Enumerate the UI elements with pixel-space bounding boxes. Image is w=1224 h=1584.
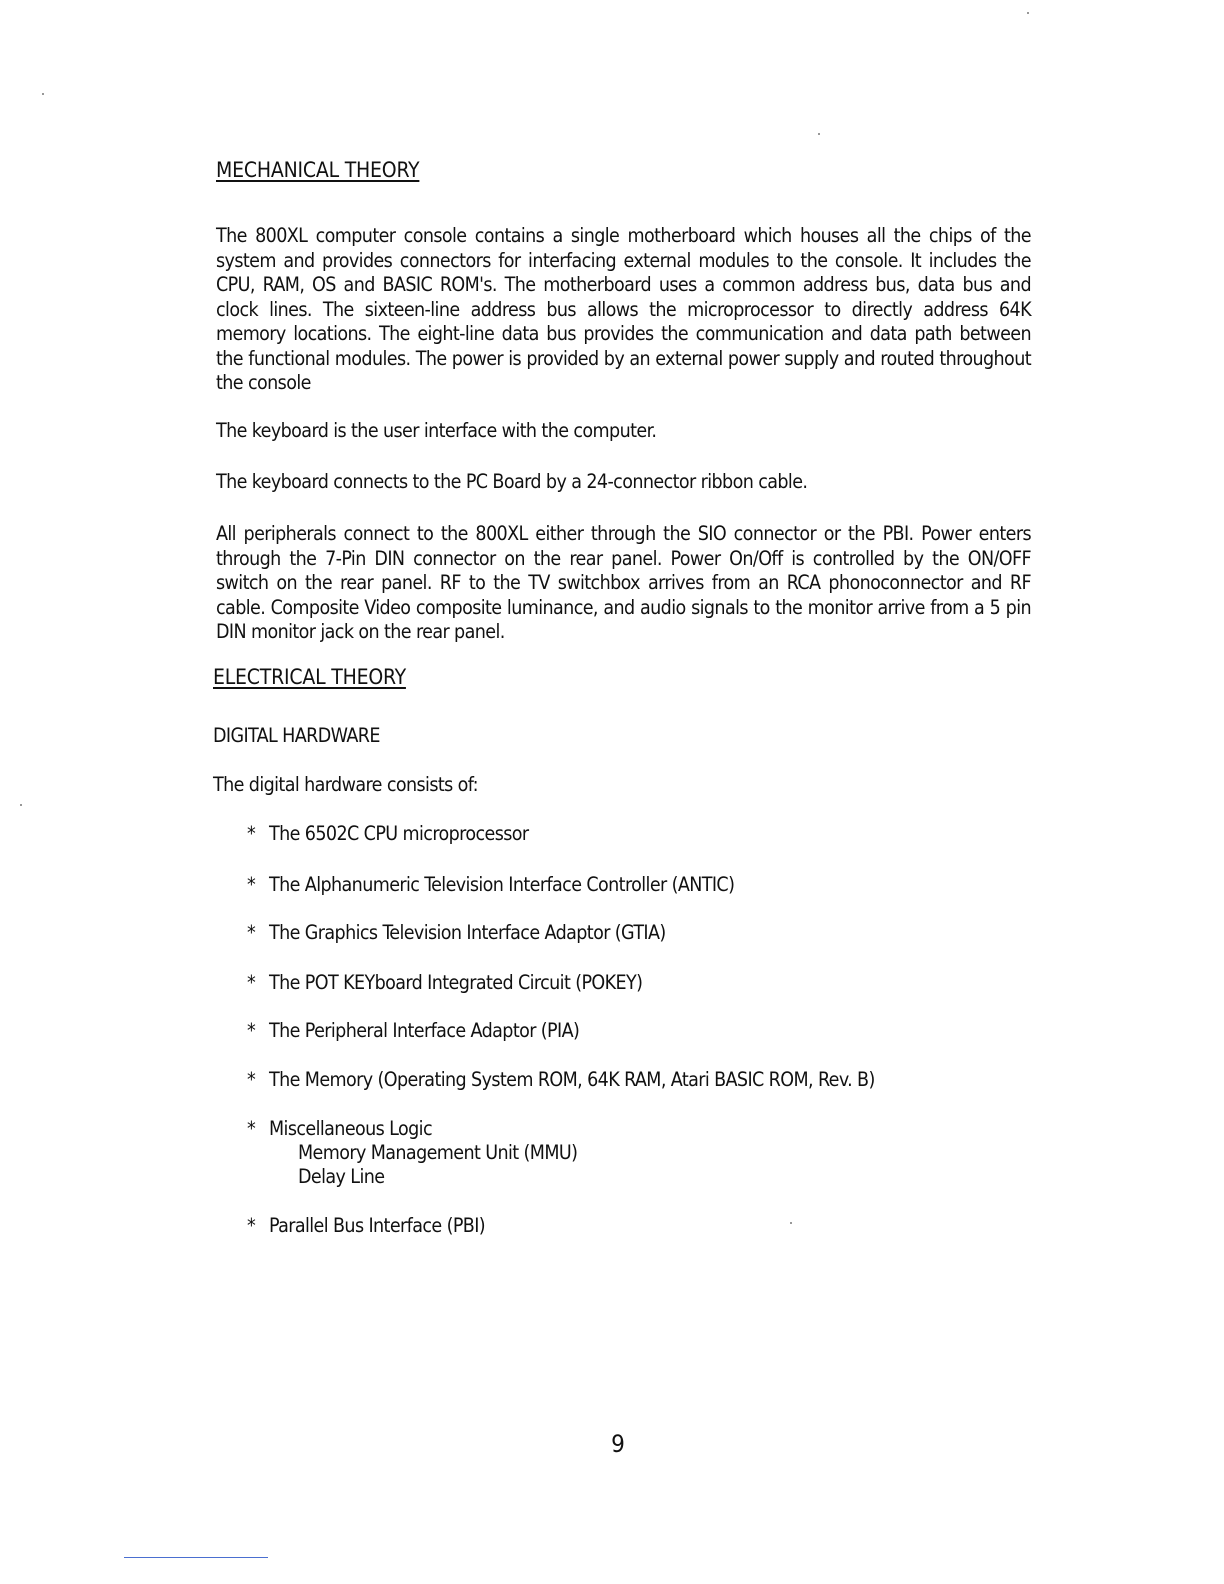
bullet-star: * — [247, 873, 256, 896]
list-item — [247, 1214, 485, 1237]
mechanical-theory-heading: MECHANICAL THEORY — [216, 158, 420, 182]
digital-hardware-intro: The digital hardware consists of: — [213, 773, 478, 796]
bullet-star: * — [247, 1117, 256, 1140]
bullet-star: * — [247, 1214, 256, 1237]
digital-hardware-subheading: DIGITAL HARDWARE — [213, 724, 380, 747]
mechanical-paragraph-4: All peripherals connect to the 800XL either through the SIO connector or the PBI. Power enters through the 7-Pin DIN connector on the rear panel. Power On/Off is controlled by the ON/OFF switch on the rear panel. RF to the TV switchbox arrives from an RCA phonoconnector and RF cable. Composite Video composite luminance, and audio signals to the monitor arrive from a 5 pin DIN monitor jack on the rear panel. — [216, 522, 1031, 643]
scan-speck — [818, 133, 820, 135]
list-item — [247, 1068, 875, 1091]
bullet-star: * — [247, 822, 256, 845]
footer-rule — [124, 1557, 268, 1558]
electrical-theory-heading: ELECTRICAL THEORY — [213, 665, 406, 689]
list-item — [247, 1117, 432, 1140]
misc-subitem: Delay Line — [298, 1165, 385, 1188]
list-item-text: The Graphics Television Interface Adaptor (GTIA) — [269, 921, 666, 944]
mechanical-paragraph-3: The keyboard connects to the PC Board by a 24-connector ribbon cable. — [216, 470, 808, 493]
list-item-text: Miscellaneous Logic — [269, 1117, 432, 1140]
mechanical-paragraph-1: The 800XL computer console contains a single motherboard which houses all the chips of the system and provides connectors for interfacing external modules to the console. It includes the CPU, RAM, OS and BASIC ROM's. The motherboard uses a common address bus, data bus and clock lines. The sixteen-line address bus allows the microprocessor to directly address 64K memory locations. The eight-line data bus provides the communication and data path between the functional modules. The power is provided by an external power supply and routed throughout the console — [216, 224, 1031, 394]
list-item-text: The POT KEYboard Integrated Circuit (POKEY) — [269, 971, 643, 994]
list-item — [247, 1019, 579, 1042]
list-item — [247, 921, 666, 944]
list-item — [247, 971, 642, 994]
list-item — [247, 873, 734, 896]
bullet-star: * — [247, 971, 256, 994]
mechanical-paragraph-2: The keyboard is the user interface with the computer. — [216, 419, 657, 442]
misc-subitem: Memory Management Unit (MMU) — [298, 1141, 578, 1164]
bullet-star: * — [247, 921, 256, 944]
scan-speck — [42, 93, 44, 95]
bullet-star: * — [247, 1019, 256, 1042]
list-item — [247, 822, 529, 845]
scan-speck — [1027, 12, 1029, 14]
list-item-text: The Memory (Operating System ROM, 64K RAM, Atari BASIC ROM, Rev. B) — [269, 1068, 875, 1091]
scan-speck — [20, 804, 22, 806]
list-item-text: The Peripheral Interface Adaptor (PIA) — [269, 1019, 580, 1042]
list-item-text: The Alphanumeric Television Interface Controller (ANTIC) — [269, 873, 735, 896]
bullet-star: * — [247, 1068, 256, 1091]
list-item-text: Parallel Bus Interface (PBI) — [269, 1214, 486, 1237]
list-item-text: The 6502C CPU microprocessor — [269, 822, 529, 845]
scan-speck — [790, 1222, 792, 1224]
page-number: 9 — [611, 1430, 625, 1458]
